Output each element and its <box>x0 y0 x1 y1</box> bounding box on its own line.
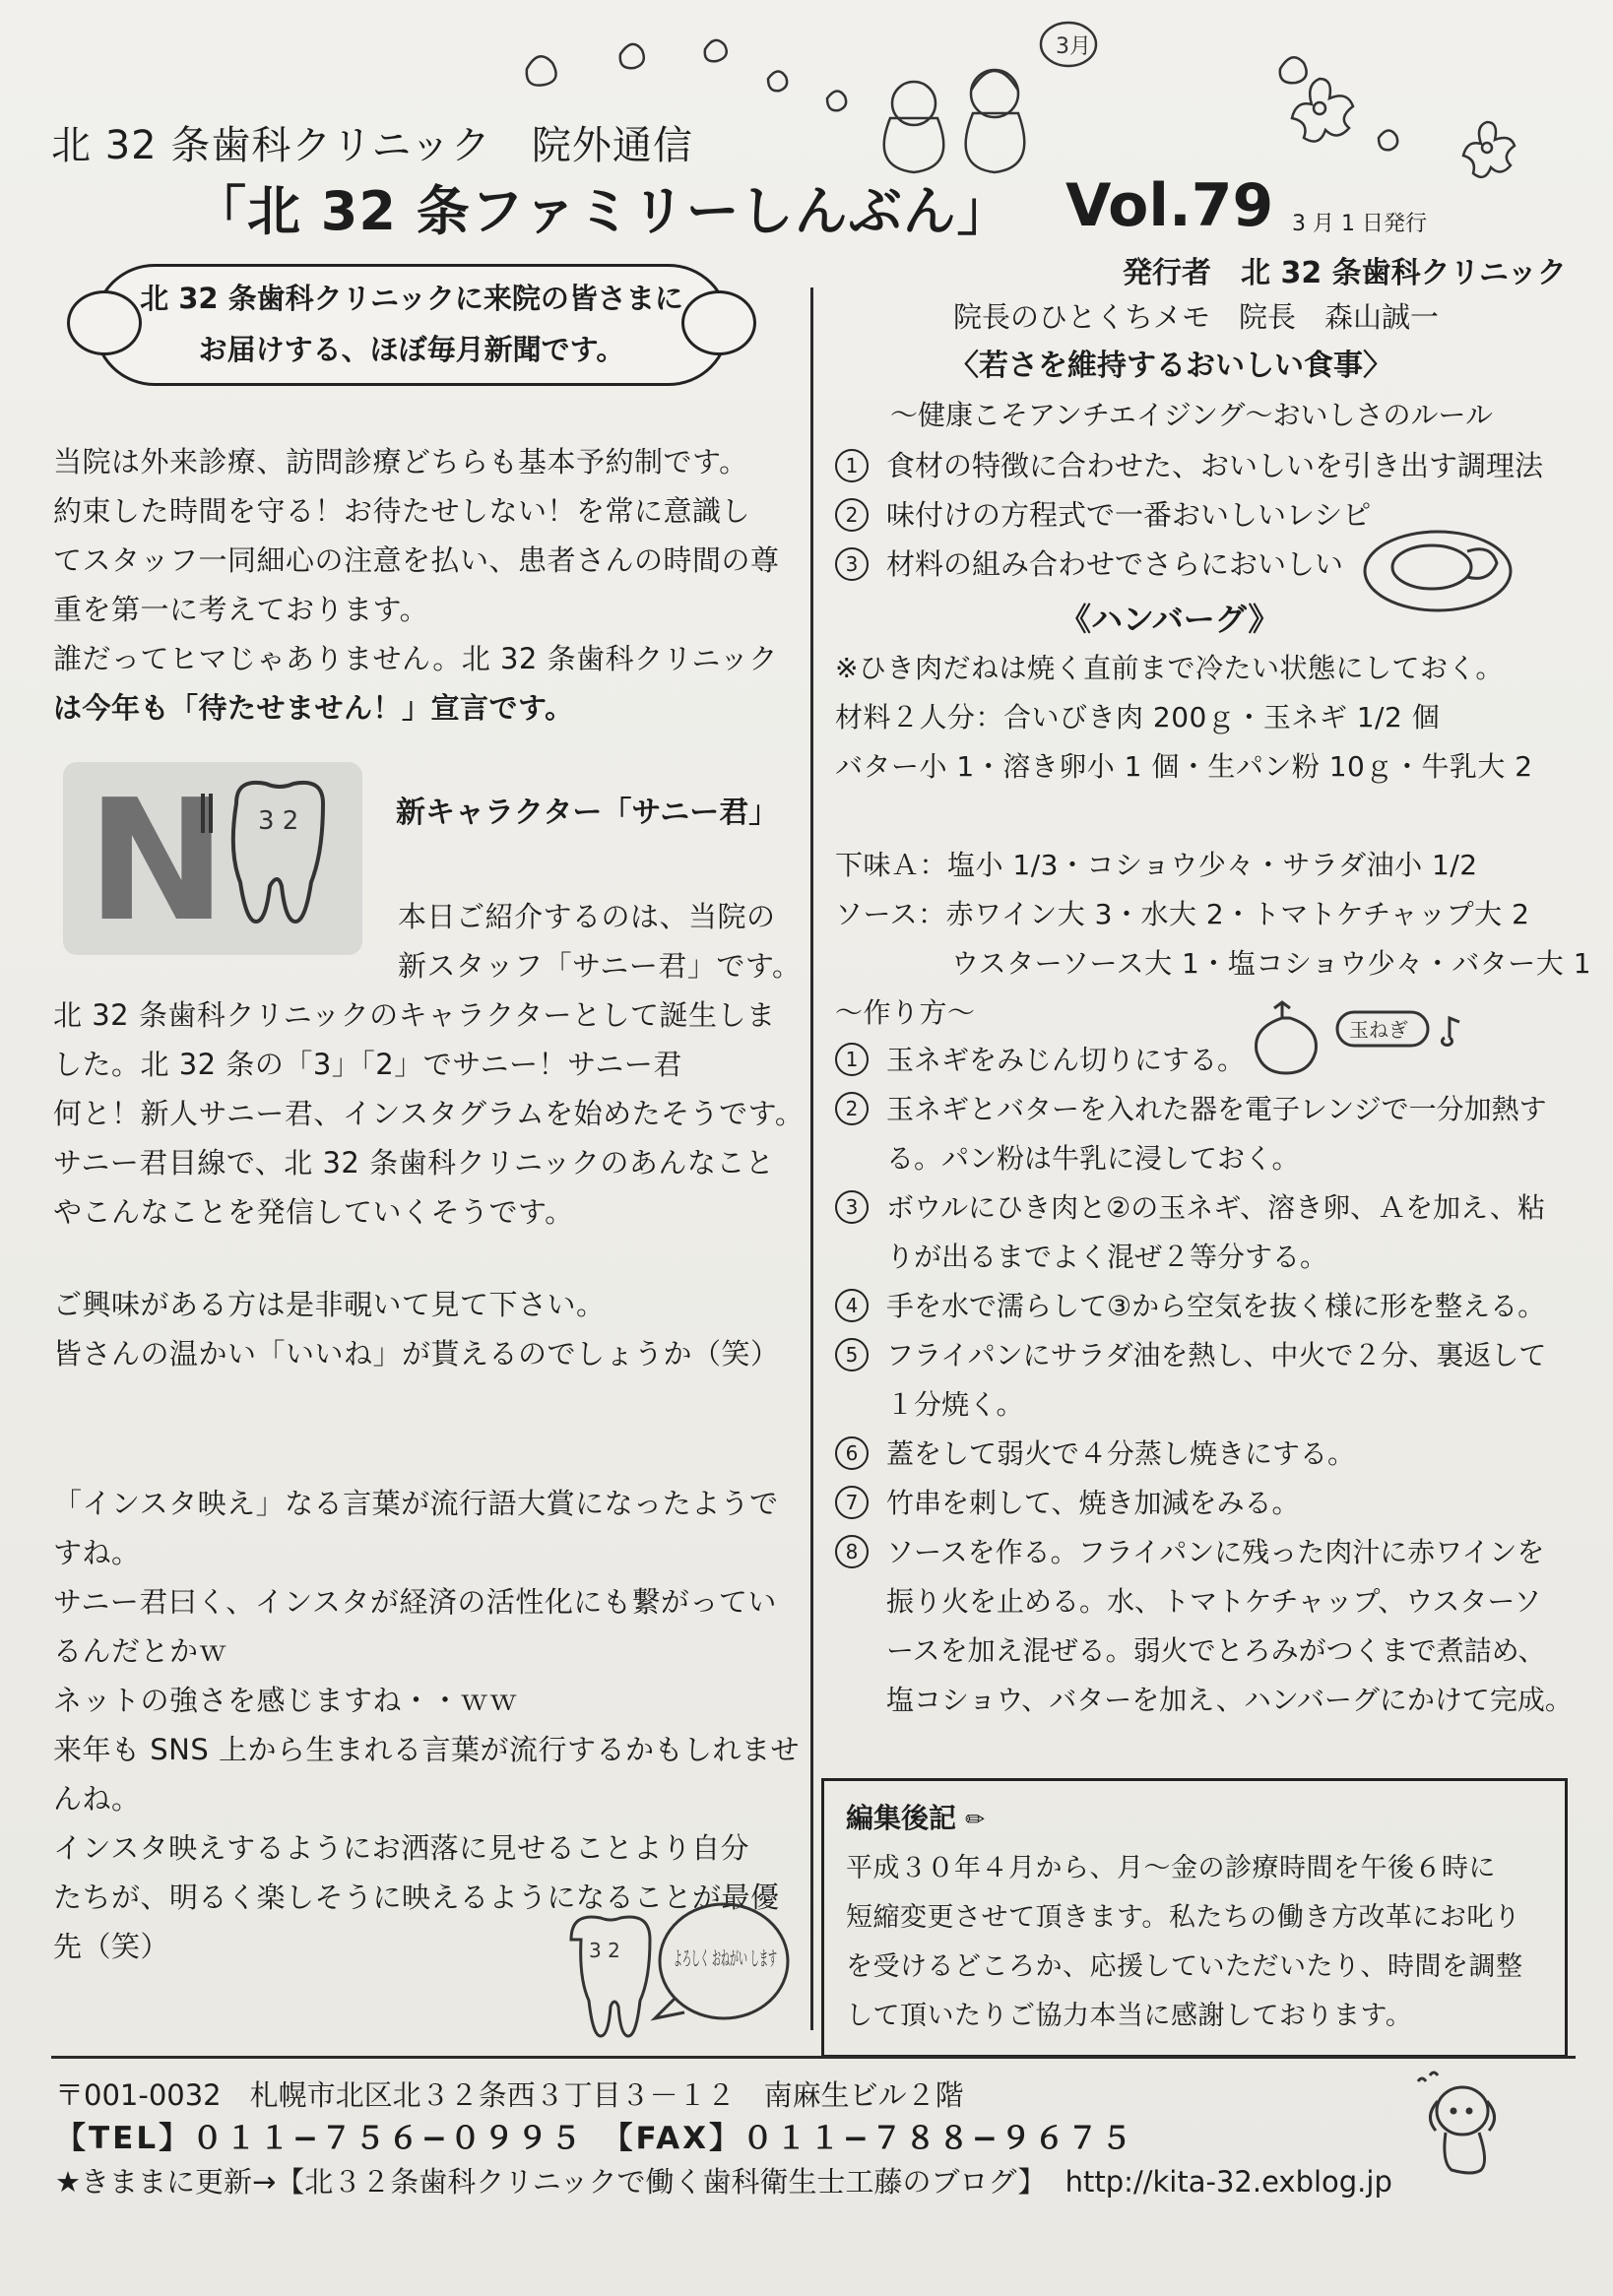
step-number: 8 <box>835 1535 869 1568</box>
text-line: 本日ご紹介するのは、当院の <box>398 900 776 933</box>
step-text: 玉ネギをみじん切りにする。 <box>886 1044 1246 1076</box>
step-text: 塩コショウ、バターを加え、ハンバーグにかけて完成。 <box>886 1684 1573 1716</box>
intro-cloud <box>94 264 730 386</box>
director-memo-line: 院長のひとくちメモ 院長 森山誠一 <box>953 300 1440 334</box>
text-line: 短縮変更させて頂きます。私たちの働き方改革にお叱り <box>846 1902 1521 1933</box>
text-line: ネットの強さを感じますね・・ｗｗ <box>53 1684 519 1717</box>
text-line: 「インスタ映え」なる言葉が流行語大賞になったようで <box>53 1487 779 1520</box>
footer-phone-fax: 【TEL】０１１−７５６−０９９５ 【FAX】０１１−７８８−９６７５ <box>55 2121 1134 2156</box>
step-number: 7 <box>835 1486 869 1519</box>
text-line: 先（笑） <box>53 1930 170 1963</box>
editor-note-box <box>821 1778 1568 2058</box>
step-text: りが出るまでよく混ぜ２等分する。 <box>886 1241 1328 1273</box>
seasoning-line: ソース：赤ワイン大 3・水大 2・トマトケチャップ大 2 <box>835 898 1530 930</box>
method-title: ～作り方～ <box>835 996 976 1029</box>
step-number: 4 <box>835 1289 869 1322</box>
text-line: 皆さんの温かい「いいね」が貰えるのでしょうか（笑） <box>53 1337 780 1371</box>
logo-letter: N <box>87 764 227 959</box>
rule-text: 味付けの方程式で一番おいしいレシピ <box>886 498 1372 532</box>
text-line: やこんなことを発信していくそうです。 <box>53 1195 574 1229</box>
character-heading: 新キャラクター「サニー君」 <box>396 796 779 830</box>
step-number: 6 <box>835 1436 869 1470</box>
text-line: した。北 32 条の「3」「2」でサニー！サニー君 <box>53 1048 682 1081</box>
step-number: 3 <box>835 1190 869 1224</box>
rule-text: 材料の組み合わせでさらにおいしい <box>886 547 1344 581</box>
step-number: 5 <box>835 1338 869 1371</box>
text-line: ご興味がある方は是非覗いて見て下さい。 <box>53 1288 606 1321</box>
rule-number: 2 <box>835 498 869 532</box>
text-line: サニー君目線で、北 32 条歯科クリニックのあんなこと <box>53 1146 775 1180</box>
text-line: して頂いたりご協力本当に感謝しております。 <box>846 2001 1413 2031</box>
dog-mascot-illustration <box>1408 2072 1516 2180</box>
step-text: 竹串を刺して、焼き加減をみる。 <box>886 1487 1300 1519</box>
text-line: 新スタッフ「サニー君」です。 <box>398 949 802 983</box>
sunny-kun-greeting-illustration <box>551 1900 798 2048</box>
invite-paragraph <box>53 1280 780 1378</box>
rule-text: 食材の特徴に合わせた、おいしいを引き出す調理法 <box>886 449 1544 482</box>
step-text: 振り火を止める。水、トマトケチャップ、ウスターソ <box>886 1585 1542 1618</box>
text-line: 約束した時間を守る！お待たせしない！を常に意識し <box>53 494 751 528</box>
footer <box>55 2073 1392 2203</box>
rule-item <box>835 441 1543 490</box>
editor-note-title: 編集後記 <box>846 1802 957 1834</box>
newsletter-title: 「北 32 条ファミリーしんぶん」 <box>193 180 1011 242</box>
text-line: 重を第一に考えております。 <box>53 593 429 626</box>
intro-line-1: 北 32 条歯科クリニックに来院の皆さまに <box>140 282 683 315</box>
rule-intro: ～健康こそアンチエイジング～おいしさのルール <box>890 399 1493 431</box>
volume-number: Vol.79 <box>1065 171 1274 240</box>
step-item <box>835 1183 1573 1233</box>
text-line: るんだとかｗ <box>53 1634 228 1668</box>
step-text: ボウルにひき肉と②の玉ネギ、溶き卵、Ａを加え、粘 <box>886 1191 1545 1224</box>
ingredient-line: 材料２人分：合いびき肉 200ｇ・玉ネギ 1/2 個 <box>835 701 1441 733</box>
step-text: フライパンにサラダ油を熱し、中火で２分、裏返して <box>886 1339 1547 1371</box>
text-line: たちが、明るく楽しそうに映えるようになることが最優 <box>53 1881 780 1914</box>
text-line: 平成３０年４月から、月～金の診療時間を午後６時に <box>846 1853 1496 1883</box>
text-line: 当院は外来診療、訪問診療どちらも基本予約制です。 <box>53 445 748 478</box>
pencil-icon: ✏ <box>965 1806 986 1833</box>
sunny-kun-tooth-icon <box>197 774 355 951</box>
step-item <box>835 1282 1573 1331</box>
text-line: 北 32 条歯科クリニックのキャラクターとして誕生しま <box>53 998 776 1032</box>
ingredient-line: バター小 1・溶き卵小 1 個・生パン粉 10ｇ・牛乳大 2 <box>835 750 1533 783</box>
step-text: 蓋をして弱火で４分蒸し焼きにする。 <box>886 1437 1356 1470</box>
step-item <box>835 1036 1573 1085</box>
step-text: ソースを作る。フライパンに残った肉汁に赤ワインを <box>886 1536 1545 1568</box>
character-paragraph <box>53 990 804 1237</box>
text-line: 何と！新人サニー君、インスタグラムを始めたそうです。 <box>53 1097 805 1130</box>
greeting-bubble-text: よろしく おねがい します <box>674 1946 777 1970</box>
recipe-note: ※ひき肉だねは焼く直前まで冷たい状態にしておく。 <box>835 652 1504 684</box>
recipe-info <box>835 644 1591 1038</box>
step-number: 2 <box>835 1092 869 1125</box>
step-item <box>835 1430 1573 1479</box>
footer-blog-label: ★きままに更新→【北３２条歯科クリニックで働く歯科衛生士工藤のブログ】 <box>55 2165 1047 2199</box>
text-line: サニー君曰く、インスタが経済の活性化にも繋がってい <box>53 1585 777 1619</box>
text-line: 来年も SNS 上から生まれる言葉が流行するかもしれませ <box>53 1733 800 1766</box>
text-line: すね。 <box>53 1536 141 1569</box>
doll-tag-text: 3月 <box>1056 34 1091 59</box>
issue-date: 3 月 1 日発行 <box>1292 212 1427 236</box>
rule-number: 1 <box>835 449 869 482</box>
step-text: 手を水で濡らして③から空気を抜く様に形を整える。 <box>886 1290 1546 1322</box>
footer-blog-line <box>55 2160 1392 2203</box>
text-line: を受けるどころか、応援していただいたり、時間を調整 <box>846 1951 1523 1982</box>
tooth-number-text: 3 2 <box>258 806 299 836</box>
text-line: は今年も「待たせません！」宣言です。 <box>53 691 574 725</box>
step-text: る。パン粉は牛乳に浸しておく。 <box>886 1142 1300 1175</box>
step-text: ースを加え混ぜる。弱火でとろみがつくまで煮詰め、 <box>886 1634 1546 1667</box>
onion-tag-text: 玉ねぎ <box>1349 1018 1408 1042</box>
hamburger-plate-illustration <box>1359 522 1516 616</box>
blog-url-link[interactable]: http://kita-32.exblog.jp <box>1065 2165 1392 2199</box>
text-line: んね。 <box>53 1782 141 1816</box>
seasoning-line: ウスターソース大 1・塩コショウ少々・バター大 1 <box>951 947 1592 980</box>
recipe-title: 《ハンバーグ》 <box>1060 601 1280 638</box>
text-line: 誰だってヒマじゃありません。北 32 条歯科クリニック <box>53 642 778 675</box>
editor-note-header <box>846 1797 985 1836</box>
reservation-paragraph <box>53 437 780 733</box>
footer-divider <box>51 2056 1576 2059</box>
step-item <box>835 1528 1573 1577</box>
clinic-newsletter-label: 北 32 条歯科クリニック 院外通信 <box>51 123 693 168</box>
step-text: １分焼く。 <box>886 1388 1024 1421</box>
text-line: インスタ映えするようにお洒落に見せることより自分 <box>53 1831 750 1865</box>
step-text: 玉ネギとバターを入れた器を電子レンジで一分加熱す <box>886 1093 1547 1125</box>
memo-title: 〈若さを維持するおいしい食事〉 <box>949 349 1392 383</box>
step-item <box>835 1479 1573 1528</box>
footer-address: 〒001-0032 札幌市北区北３２条西３丁目３－１２ 南麻生ビル２階 <box>55 2078 964 2112</box>
editor-note-text <box>846 1844 1523 2041</box>
step-number: 1 <box>835 1043 869 1076</box>
rule-number: 3 <box>835 547 869 581</box>
seasoning-line: 下味Ａ：塩小 1/3・コショウ少々・サラダ油小 1/2 <box>835 849 1478 881</box>
publisher-line: 発行者 北 32 条歯科クリニック <box>1123 256 1567 290</box>
recipe-steps <box>835 1036 1573 1725</box>
column-divider <box>810 287 813 2030</box>
step-item <box>835 1331 1573 1380</box>
step-item <box>835 1085 1573 1134</box>
intro-line-2: お届けする、ほぼ毎月新聞です。 <box>198 333 625 366</box>
text-line: てスタッフ一同細心の注意を払い、患者さんの時間の尊 <box>53 543 780 577</box>
small-tooth-text: 3 2 <box>589 1939 620 1962</box>
insta-paragraph <box>53 1479 800 1971</box>
character-intro <box>398 892 802 990</box>
